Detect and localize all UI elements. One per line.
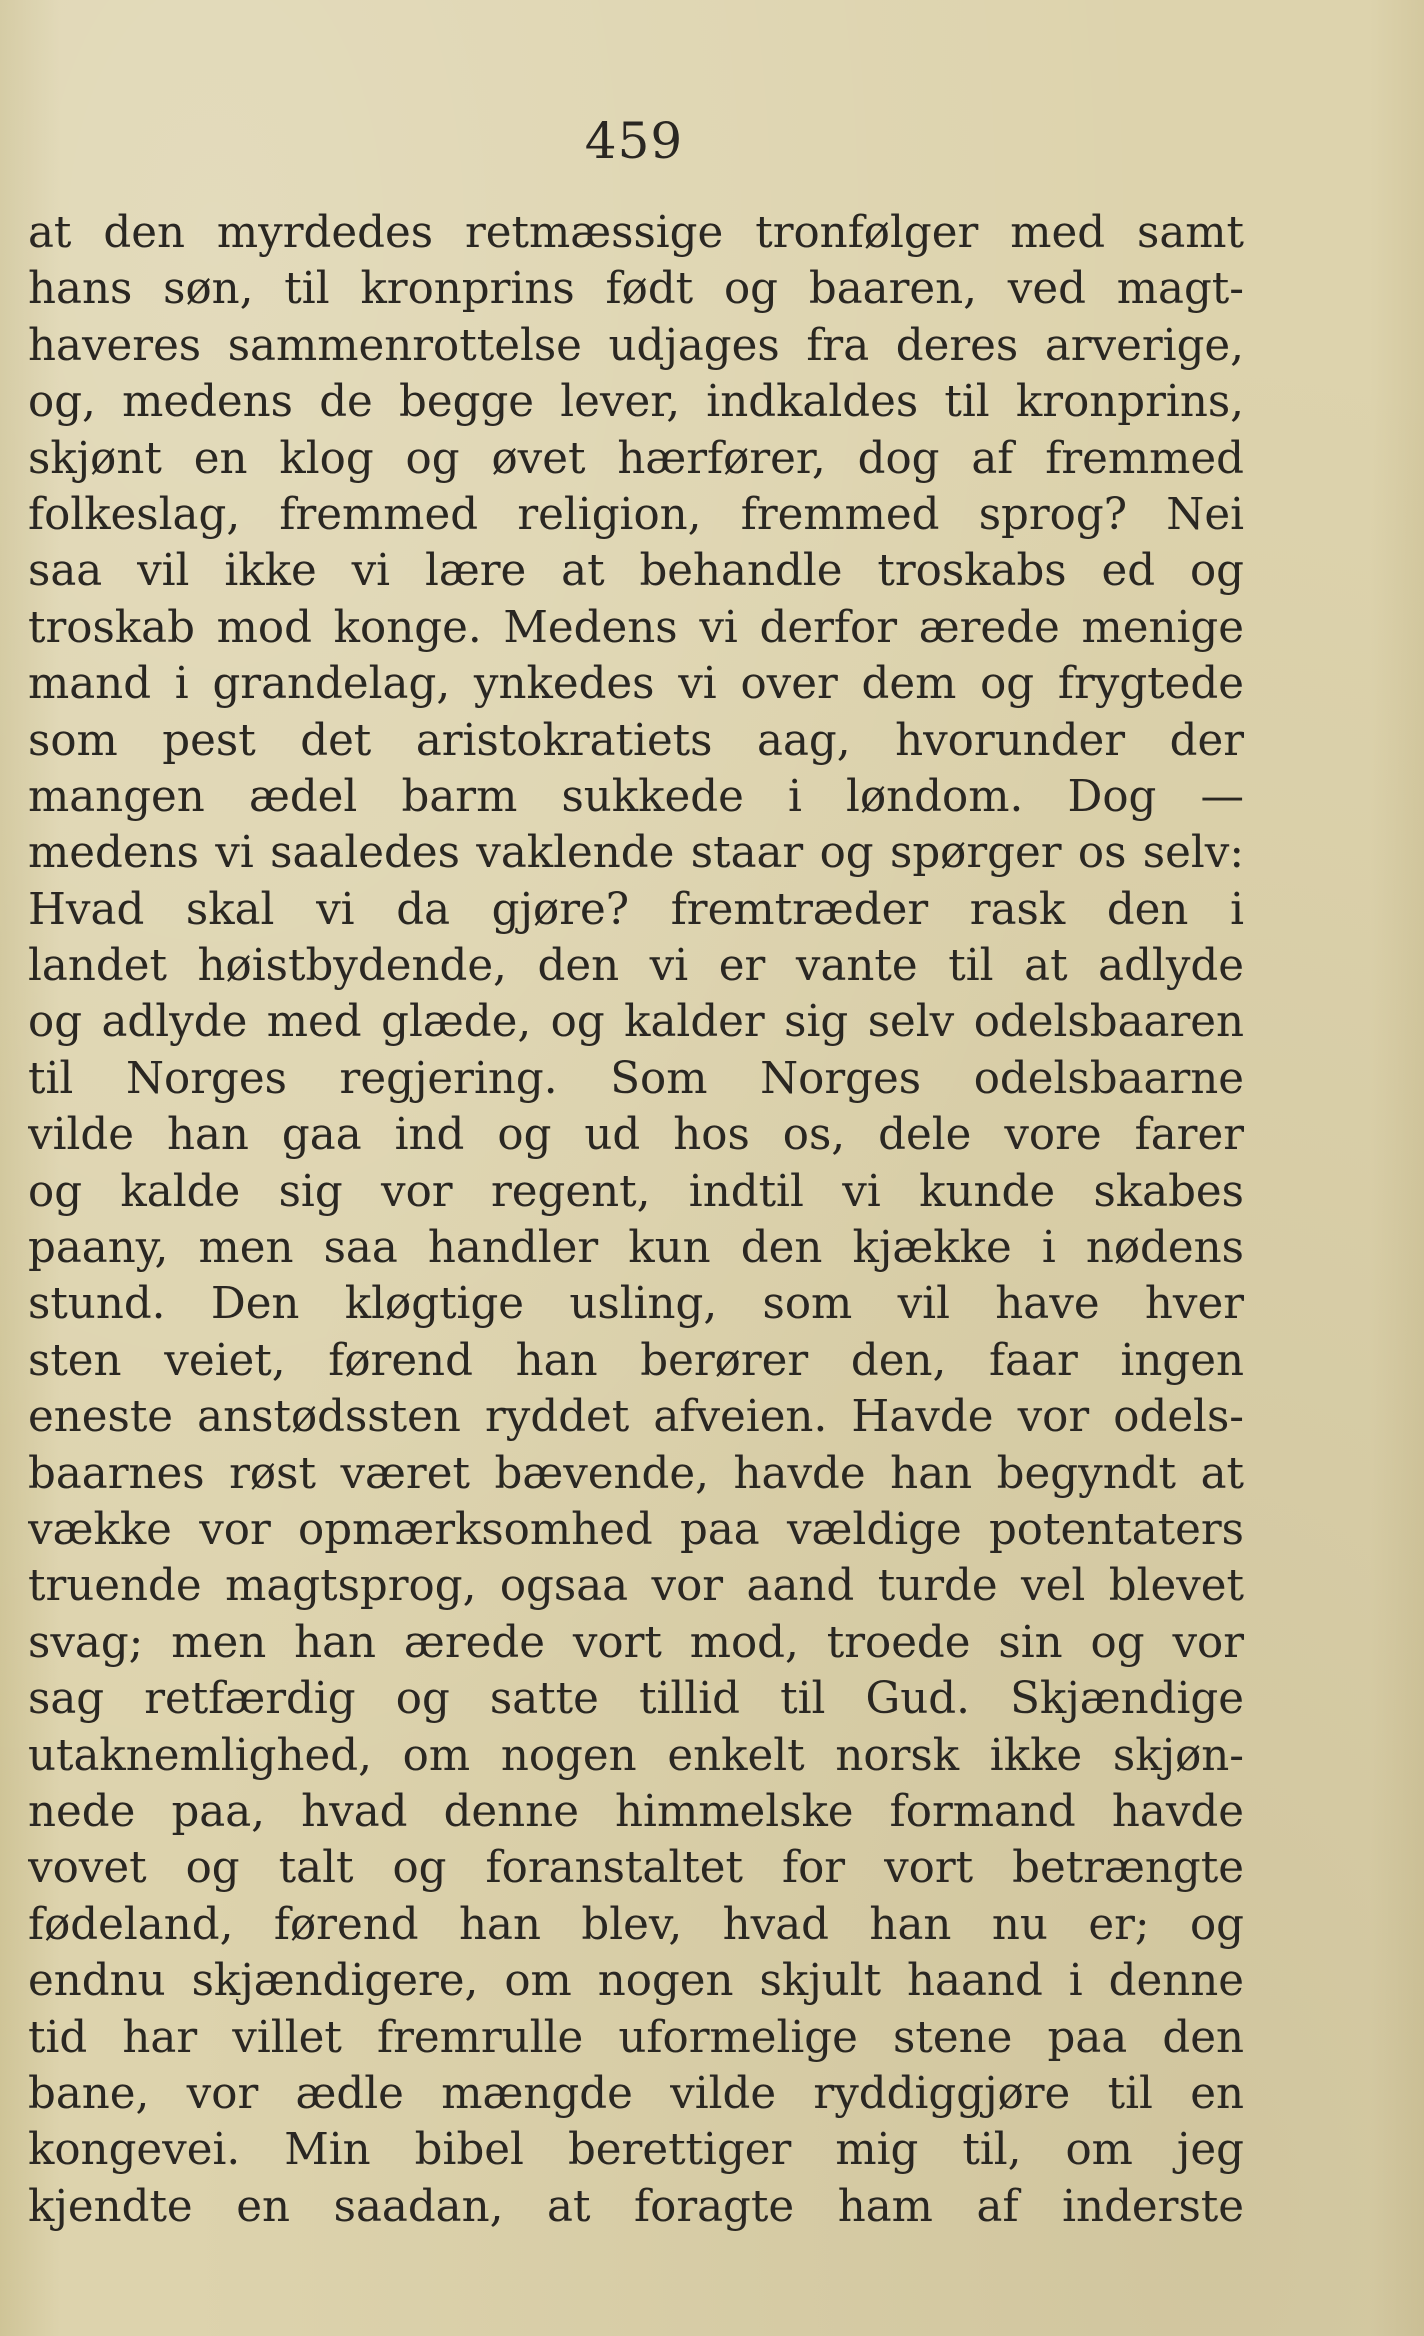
text-line: sag retfærdig og satte tillid til Gud. Skjændige [28, 1674, 1244, 1725]
text-line: tid har villet fremrulle uformelige stene paa den [28, 2012, 1244, 2063]
text-line: at den myrdedes retmæssige tronfølger med samt [28, 208, 1244, 258]
text-line: hans søn, til kronprins født og baaren, ved magt- [28, 264, 1244, 315]
text-line: haveres sammenrottelse udjages fra deres arverige, [28, 320, 1244, 371]
text-line: til Norges regjering. Som Norges odelsbaarne [28, 1053, 1244, 1104]
text-line: landet høistbydende, den vi er vante til at adlyde [28, 941, 1244, 992]
body-text [28, 205, 1244, 2235]
text-line: troskab mod konge. Medens vi derfor ærede menige [28, 602, 1244, 653]
text-line: saa vil ikke vi lære at behandle troskabs ed og [28, 546, 1244, 597]
text-line: kongevei. Min bibel berettiger mig til, om jeg [28, 2125, 1244, 2176]
text-line: utaknemlighed, om nogen enkelt norsk ikke skjøn- [28, 1730, 1244, 1781]
text-line: vovet og talt og foranstaltet for vort betrængte [28, 1843, 1244, 1894]
text-line: som pest det aristokratiets aag, hvorunder der [28, 715, 1244, 766]
text-line: og adlyde med glæde, og kalder sig selv odelsbaaren [28, 997, 1244, 1048]
text-line: medens vi saaledes vaklende staar og spørger os selv: [28, 828, 1244, 879]
text-line: truende magtsprog, ogsaa vor aand turde vel blevet [28, 1561, 1244, 1612]
text-line: endnu skjændigere, om nogen skjult haand i denne [28, 1956, 1244, 2007]
page-number: 459 [584, 112, 684, 170]
text-line: vække vor opmærksomhed paa vældige potentaters [28, 1504, 1244, 1555]
text-line: sten veiet, førend han berører den, faar ingen [28, 1335, 1244, 1386]
text-line: og kalde sig vor regent, indtil vi kunde skabes [28, 1166, 1244, 1217]
text-line: stund. Den kløgtige usling, som vil have hver [28, 1279, 1244, 1330]
text-line: svag; men han ærede vort mod, troede sin og vor [28, 1617, 1244, 1668]
text-line: Hvad skal vi da gjøre? fremtræder rask den i [28, 884, 1244, 935]
text-line: bane, vor ædle mængde vilde ryddiggjøre til en [28, 2068, 1244, 2119]
text-line: mangen ædel barm sukkede i løndom. Dog — [28, 771, 1244, 822]
text-line: skjønt en klog og øvet hærfører, dog af fremmed [28, 433, 1244, 484]
text-line: og, medens de begge lever, indkaldes til kronprins, [28, 377, 1244, 428]
text-line: kjendte en saadan, at foragte ham af inderste [28, 2181, 1244, 2232]
text-line: nede paa, hvad denne himmelske formand havde [28, 1786, 1244, 1837]
text-line: baarnes røst været bævende, havde han begyndt at [28, 1448, 1244, 1499]
text-line: folkeslag, fremmed religion, fremmed sprog? Nei [28, 489, 1244, 540]
text-line: paany, men saa handler kun den kjække i nødens [28, 1223, 1244, 1274]
text-line: eneste anstødssten ryddet afveien. Havde vor odels- [28, 1392, 1244, 1443]
text-line: vilde han gaa ind og ud hos os, dele vore farer [28, 1110, 1244, 1161]
text-line: mand i grandelag, ynkedes vi over dem og frygtede [28, 659, 1244, 710]
text-line: fødeland, førend han blev, hvad han nu er; og [28, 1899, 1244, 1950]
